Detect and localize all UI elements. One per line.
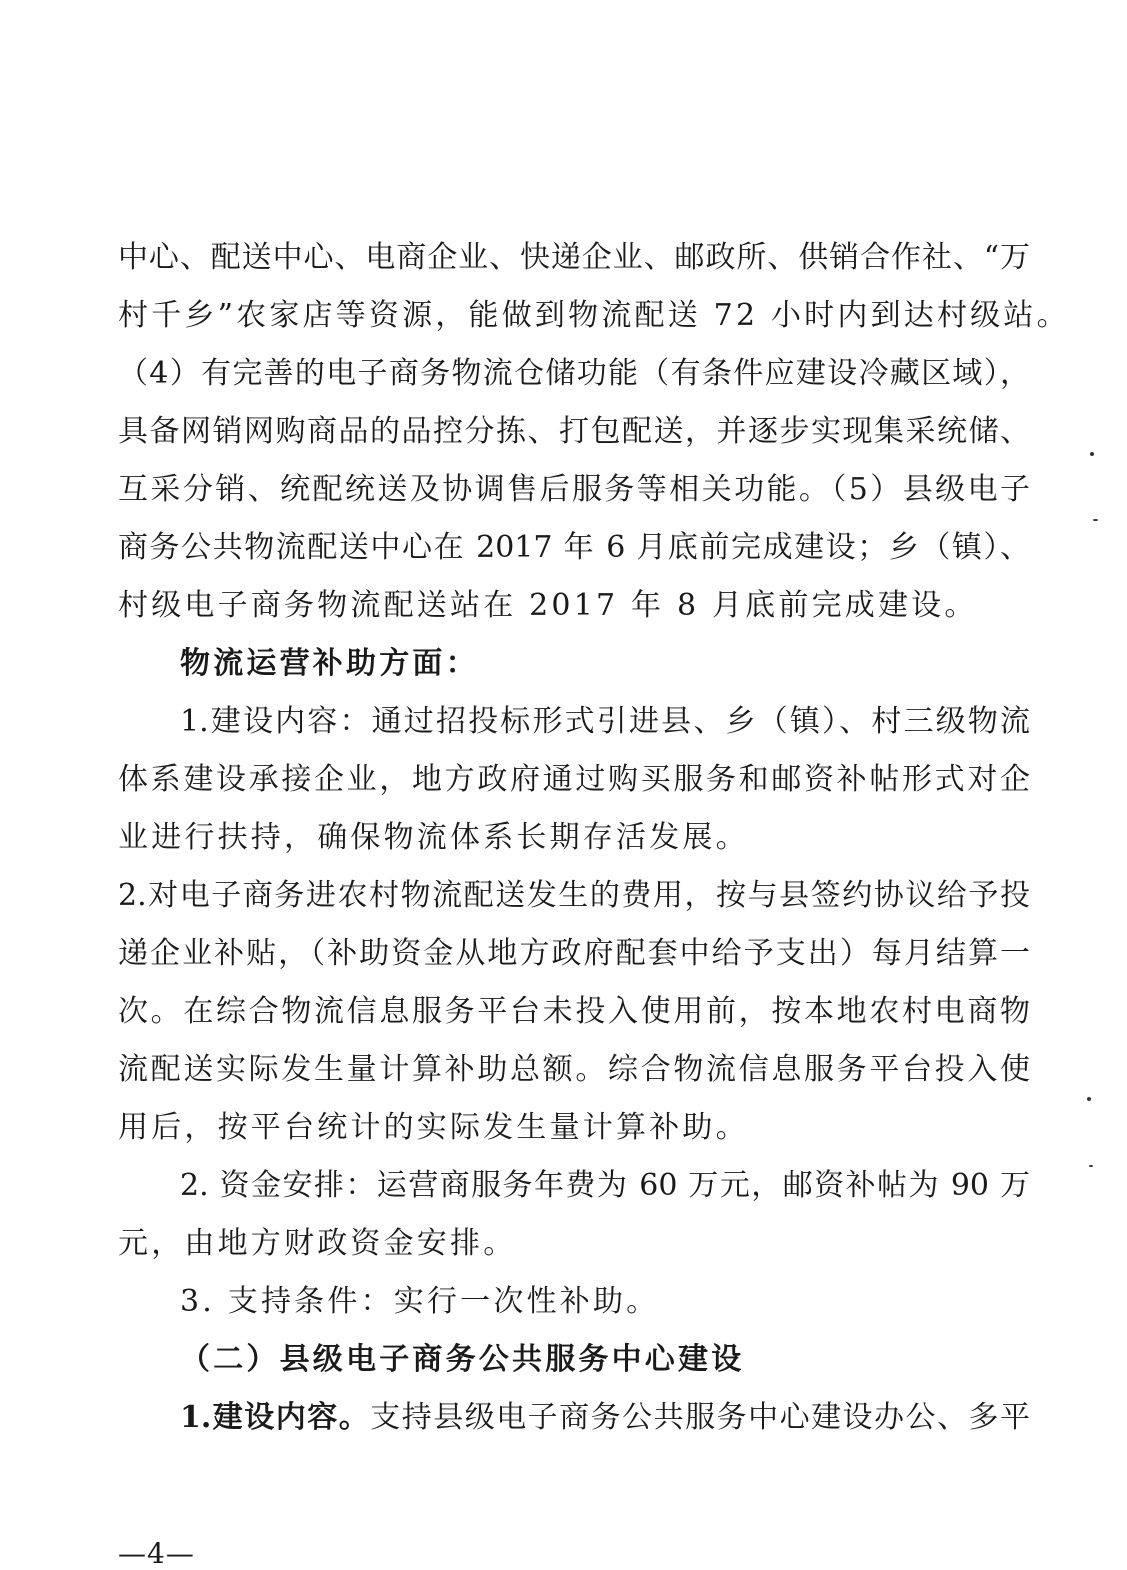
text-line: 递企业补贴，（补助资金从地方政府配套中给予支出）每月结算一 [118,936,1030,971]
text-line: 2.对电子商务进农村物流配送发生的费用，按与县签约协议给予投 [118,878,1030,913]
text-line: 1.建设内容：通过招投标形式引进县、乡（镇）、村三级物流 [180,704,1030,739]
section-heading: 物流运营补助方面： [180,646,479,681]
page-number: —4— [118,1537,195,1570]
text-line: 村千乡”农家店等资源，能做到物流配送 72 小时内到达村级站。 [118,298,1070,333]
text-line: 元，由地方财政资金安排。 [118,1226,517,1261]
text-line: 次。在综合物流信息服务平台未投入使用前，按本地农村电商物 [118,994,1030,1029]
text-line: （4）有完善的电子商务物流仓储功能（有条件应建设冷藏区域）， [118,356,1030,391]
text-line: 业进行扶持，确保物流体系长期存活发展。 [118,820,749,855]
scan-speck [1087,1097,1091,1101]
text-line: 3. 支持条件：实行一次性补助。 [180,1284,660,1319]
text-line: 村级电子商务物流配送站在 2017 年 8 月底前完成建设。 [118,588,978,623]
text-line: 中心、配送中心、电商企业、快递企业、邮政所、供销合作社、“万 [118,240,1030,275]
text-line: 体系建设承接企业，地方政府通过购买服务和邮资补帖形式对企 [118,762,1030,797]
text-line: 具备网销网购商品的品控分拣、打包配送，并逐步实现集采统储、 [118,414,1030,449]
scan-speck [1093,519,1098,521]
text-line: 流配送实际发生量计算补助总额。综合物流信息服务平台投入使 [118,1052,1030,1087]
scan-speck [1090,452,1094,456]
text-line: 商务公共物流配送中心在 2017 年 6 月底前完成建设；乡（镇）、 [118,530,1030,565]
section-heading: （二）县级电子商务公共服务中心建设 [180,1342,745,1377]
text-line: 2. 资金安排：运营商服务年费为 60 万元，邮资补帖为 90 万 [180,1168,1030,1203]
text-line [180,1398,1030,1438]
scan-speck [1089,1165,1093,1167]
text-line: 互采分销、统配统送及协调售后服务等相关功能。（5）县级电子 [118,472,1030,507]
item-lead: 1.建设内容。 [180,1400,371,1435]
text-line: 用后，按平台统计的实际发生量计算补助。 [118,1110,749,1145]
item-text: 支持县级电子商务公共服务中心建设办公、多平 [370,1400,1030,1435]
